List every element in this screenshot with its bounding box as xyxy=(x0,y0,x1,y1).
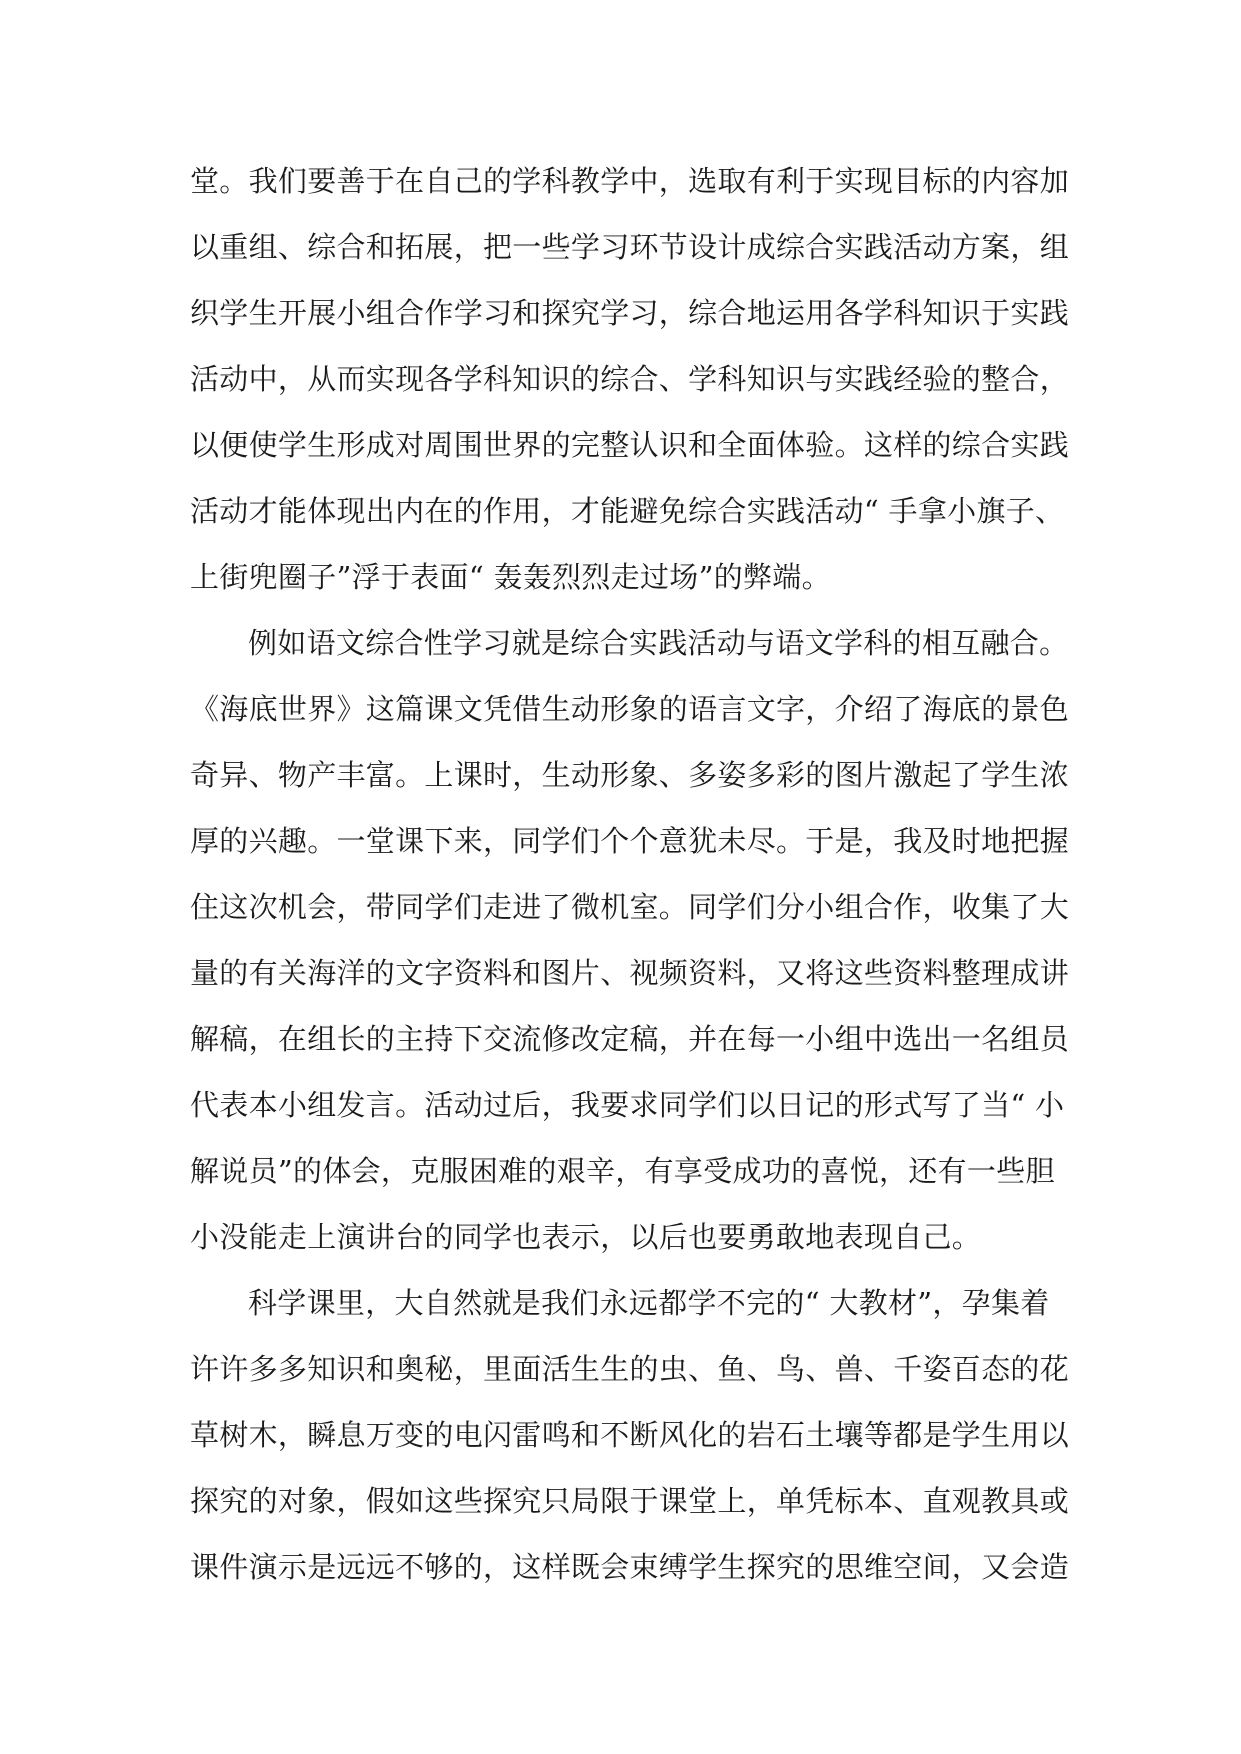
text-line: 活动才能体现出内在的作用，才能避免综合实践活动“ 手拿小旗子、 xyxy=(190,494,1065,528)
text-line: 奇异、物产丰富。上课时，生动形象、多姿多彩的图片激起了学生浓 xyxy=(190,758,1070,792)
text-line: 解说员”的体会，克服困难的艰辛，有享受成功的喜悦，还有一些胆 xyxy=(190,1154,1055,1188)
text-line: 《海底世界》这篇课文凭借生动形象的语言文字，介绍了海底的景色 xyxy=(190,692,1070,726)
text-line: 厚的兴趣。一堂课下来，同学们个个意犹未尽。于是，我及时地把握 xyxy=(190,824,1070,858)
paragraph-start-line: 例如语文综合性学习就是综合实践活动与语文学科的相互融合。 xyxy=(248,626,1069,660)
text-line: 探究的对象，假如这些探究只局限于课堂上，单凭标本、直观教具或 xyxy=(190,1484,1070,1518)
text-line: 织学生开展小组合作学习和探究学习，综合地运用各学科知识于实践 xyxy=(190,296,1070,330)
text-line: 小没能走上演讲台的同学也表示，以后也要勇敢地表现自己。 xyxy=(190,1220,982,1254)
paragraph-start-line: 科学课里，大自然就是我们永远都学不完的“ 大教材”，孕集着 xyxy=(248,1286,1050,1320)
body-text xyxy=(190,148,1070,1600)
text-line: 量的有关海洋的文字资料和图片、视频资料，又将这些资料整理成讲 xyxy=(190,956,1070,990)
text-line: 住这次机会，带同学们走进了微机室。同学们分小组合作，收集了大 xyxy=(190,890,1070,924)
text-line: 代表本小组发言。活动过后，我要求同学们以日记的形式写了当“ 小 xyxy=(190,1088,1065,1122)
text-line: 课件演示是远远不够的，这样既会束缚学生探究的思维空间，又会造 xyxy=(190,1550,1070,1584)
text-line: 草树木，瞬息万变的电闪雷鸣和不断风化的岩石土壤等都是学生用以 xyxy=(190,1418,1070,1452)
text-line: 堂。我们要善于在自己的学科教学中，选取有利于实现目标的内容加 xyxy=(190,164,1070,198)
text-line: 许许多多知识和奥秘，里面活生生的虫、鱼、鸟、兽、千姿百态的花 xyxy=(190,1352,1070,1386)
text-line: 以便使学生形成对周围世界的完整认识和全面体验。这样的综合实践 xyxy=(190,428,1070,462)
text-line: 活动中，从而实现各学科知识的综合、学科知识与实践经验的整合， xyxy=(190,362,1070,396)
text-line: 解稿，在组长的主持下交流修改定稿，并在每一小组中选出一名组员 xyxy=(190,1022,1070,1056)
text-line: 上街兜圈子”浮于表面“ 轰轰烈烈走过场”的弊端。 xyxy=(190,560,831,594)
text-line: 以重组、综合和拓展，把一些学习环节设计成综合实践活动方案，组 xyxy=(190,230,1070,264)
